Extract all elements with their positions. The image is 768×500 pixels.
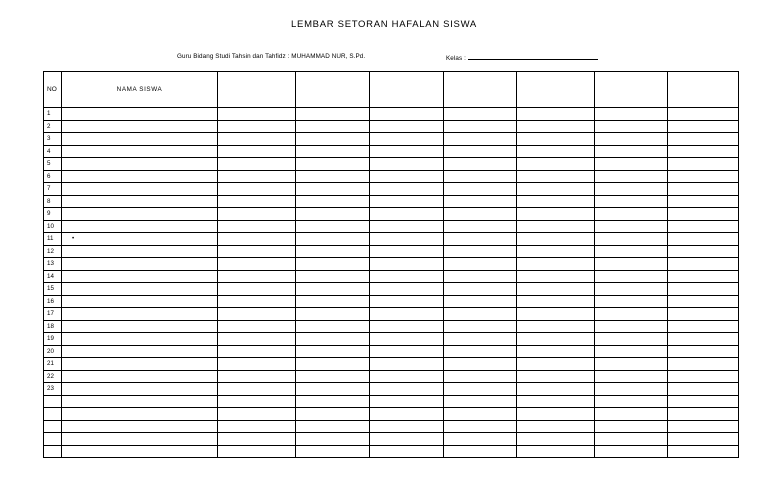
- entry-cell[interactable]: [296, 245, 370, 258]
- entry-cell[interactable]: [668, 195, 739, 208]
- entry-cell[interactable]: [218, 108, 296, 121]
- entry-cell[interactable]: [296, 295, 370, 308]
- entry-cell[interactable]: [595, 233, 668, 246]
- student-name-cell[interactable]: [62, 195, 218, 208]
- student-name-cell[interactable]: •: [62, 233, 218, 246]
- entry-cell[interactable]: [296, 408, 370, 421]
- entry-cell[interactable]: [218, 295, 296, 308]
- student-name-cell[interactable]: [62, 408, 218, 421]
- entry-cell[interactable]: [370, 370, 444, 383]
- row-number: 23: [44, 383, 62, 396]
- row-number: 18: [44, 320, 62, 333]
- table-row: [44, 395, 739, 408]
- student-name-cell[interactable]: [62, 208, 218, 221]
- entry-cell[interactable]: [444, 420, 517, 433]
- table-row: [44, 195, 739, 208]
- entry-cell[interactable]: [595, 183, 668, 196]
- entry-cell[interactable]: [668, 170, 739, 183]
- student-name-cell[interactable]: [62, 333, 218, 346]
- student-name-cell[interactable]: [62, 295, 218, 308]
- entry-cell[interactable]: [218, 345, 296, 358]
- entry-cell[interactable]: [296, 108, 370, 121]
- entry-cell[interactable]: [517, 295, 595, 308]
- entry-cell[interactable]: [517, 283, 595, 296]
- entry-cell[interactable]: [444, 445, 517, 458]
- table-row: [44, 183, 739, 196]
- entry-cell[interactable]: [218, 420, 296, 433]
- table-row: [44, 308, 739, 321]
- entry-cell[interactable]: [595, 133, 668, 146]
- entry-cell[interactable]: [296, 283, 370, 296]
- student-name-cell[interactable]: [62, 345, 218, 358]
- row-number: 14: [44, 270, 62, 283]
- student-name-cell[interactable]: [62, 220, 218, 233]
- student-name-cell[interactable]: [62, 420, 218, 433]
- entry-cell[interactable]: [370, 245, 444, 258]
- entry-cell[interactable]: [595, 433, 668, 446]
- entry-cell[interactable]: [296, 183, 370, 196]
- entry-cell[interactable]: [370, 283, 444, 296]
- entry-cell[interactable]: [370, 195, 444, 208]
- table-row: [44, 245, 739, 258]
- row-number: 7: [44, 183, 62, 196]
- student-name-cell[interactable]: [62, 383, 218, 396]
- entry-cell[interactable]: [517, 408, 595, 421]
- entry-cell[interactable]: [517, 233, 595, 246]
- entry-cell[interactable]: [517, 170, 595, 183]
- entry-cell[interactable]: [218, 383, 296, 396]
- entry-cell[interactable]: [668, 445, 739, 458]
- entry-cell[interactable]: [444, 270, 517, 283]
- entry-cell[interactable]: [296, 383, 370, 396]
- entry-cell[interactable]: [370, 233, 444, 246]
- entry-cell[interactable]: [517, 120, 595, 133]
- entry-cell[interactable]: [668, 395, 739, 408]
- entry-cell[interactable]: [370, 208, 444, 221]
- entry-cell[interactable]: [595, 208, 668, 221]
- entry-cell[interactable]: [444, 383, 517, 396]
- entry-cell[interactable]: [444, 333, 517, 346]
- entry-cell[interactable]: [595, 170, 668, 183]
- table-row: [44, 120, 739, 133]
- entry-cell[interactable]: [595, 245, 668, 258]
- entry-cell[interactable]: [668, 120, 739, 133]
- entry-cell[interactable]: [218, 333, 296, 346]
- table-header-row: [44, 72, 739, 108]
- entry-cell[interactable]: [517, 358, 595, 371]
- memorization-table: [43, 71, 739, 458]
- student-name-cell[interactable]: [62, 308, 218, 321]
- table-row: [44, 383, 739, 396]
- entry-cell[interactable]: [595, 258, 668, 271]
- table-row: [44, 145, 739, 158]
- entry-cell[interactable]: [595, 295, 668, 308]
- entry-cell[interactable]: [668, 295, 739, 308]
- entry-cell[interactable]: [517, 395, 595, 408]
- entry-cell[interactable]: [218, 195, 296, 208]
- row-number: 3: [44, 133, 62, 146]
- student-name-cell[interactable]: [62, 258, 218, 271]
- table-row: [44, 433, 739, 446]
- row-number: 6: [44, 170, 62, 183]
- entry-cell[interactable]: [595, 108, 668, 121]
- entry-cell[interactable]: [370, 295, 444, 308]
- header-blank-cell: [668, 72, 739, 108]
- entry-cell[interactable]: [218, 408, 296, 421]
- entry-cell[interactable]: [595, 358, 668, 371]
- entry-cell[interactable]: [668, 383, 739, 396]
- entry-cell[interactable]: [595, 320, 668, 333]
- student-name-cell[interactable]: [62, 270, 218, 283]
- row-number: [44, 420, 62, 433]
- entry-cell[interactable]: [218, 395, 296, 408]
- row-number: [44, 395, 62, 408]
- row-number: 13: [44, 258, 62, 271]
- entry-cell[interactable]: [517, 158, 595, 171]
- entry-cell[interactable]: [296, 120, 370, 133]
- row-number: 11: [44, 233, 62, 246]
- row-number: 5: [44, 158, 62, 171]
- row-number: 15: [44, 283, 62, 296]
- entry-cell[interactable]: [370, 133, 444, 146]
- entry-cell[interactable]: [517, 383, 595, 396]
- student-name-cell[interactable]: [62, 433, 218, 446]
- entry-cell[interactable]: [296, 420, 370, 433]
- entry-cell[interactable]: [595, 395, 668, 408]
- row-number: 12: [44, 245, 62, 258]
- student-name-cell[interactable]: [62, 245, 218, 258]
- entry-cell[interactable]: [517, 245, 595, 258]
- student-name-cell[interactable]: [62, 445, 218, 458]
- entry-cell[interactable]: [370, 433, 444, 446]
- entry-cell[interactable]: [296, 133, 370, 146]
- header-no: NO: [44, 72, 62, 108]
- entry-cell[interactable]: [595, 333, 668, 346]
- row-number: 21: [44, 358, 62, 371]
- entry-cell[interactable]: [296, 358, 370, 371]
- row-number: 16: [44, 295, 62, 308]
- row-number: 4: [44, 145, 62, 158]
- entry-cell[interactable]: [517, 270, 595, 283]
- entry-cell[interactable]: [444, 195, 517, 208]
- entry-cell[interactable]: [218, 245, 296, 258]
- row-number: [44, 408, 62, 421]
- entry-cell[interactable]: [595, 408, 668, 421]
- student-name-cell[interactable]: [62, 395, 218, 408]
- table-body: [44, 108, 739, 458]
- entry-cell[interactable]: [370, 183, 444, 196]
- header-blank-cell: [595, 72, 668, 108]
- entry-cell[interactable]: [218, 283, 296, 296]
- entry-cell[interactable]: [296, 170, 370, 183]
- table-row: [44, 445, 739, 458]
- entry-cell[interactable]: [218, 170, 296, 183]
- entry-cell[interactable]: [595, 120, 668, 133]
- entry-cell[interactable]: [296, 320, 370, 333]
- entry-cell[interactable]: [517, 445, 595, 458]
- entry-cell[interactable]: [218, 308, 296, 321]
- entry-cell[interactable]: [444, 295, 517, 308]
- entry-cell[interactable]: [296, 195, 370, 208]
- entry-cell[interactable]: [370, 258, 444, 271]
- entry-cell[interactable]: [444, 133, 517, 146]
- entry-cell[interactable]: [296, 345, 370, 358]
- header-blank-cell: [296, 72, 370, 108]
- table-row: [44, 233, 739, 246]
- entry-cell[interactable]: [296, 270, 370, 283]
- entry-cell[interactable]: [668, 308, 739, 321]
- entry-cell[interactable]: [595, 145, 668, 158]
- entry-cell[interactable]: [370, 383, 444, 396]
- table-row: [44, 420, 739, 433]
- entry-cell[interactable]: [444, 258, 517, 271]
- entry-cell[interactable]: [444, 395, 517, 408]
- entry-cell[interactable]: [370, 270, 444, 283]
- entry-cell[interactable]: [595, 195, 668, 208]
- entry-cell[interactable]: [668, 233, 739, 246]
- entry-cell[interactable]: [595, 308, 668, 321]
- entry-cell[interactable]: [517, 145, 595, 158]
- entry-cell[interactable]: [370, 320, 444, 333]
- entry-cell[interactable]: [218, 133, 296, 146]
- entry-cell[interactable]: [296, 308, 370, 321]
- entry-cell[interactable]: [444, 283, 517, 296]
- entry-cell[interactable]: [444, 345, 517, 358]
- table-row: [44, 358, 739, 371]
- student-name-cell[interactable]: [62, 108, 218, 121]
- entry-cell[interactable]: [444, 220, 517, 233]
- entry-cell[interactable]: [668, 370, 739, 383]
- header-nama-siswa: NAMA SISWA: [62, 72, 218, 108]
- entry-cell[interactable]: [595, 420, 668, 433]
- table-row: [44, 108, 739, 121]
- student-name-cell[interactable]: [62, 158, 218, 171]
- row-number: 20: [44, 345, 62, 358]
- entry-cell[interactable]: [668, 345, 739, 358]
- row-number: 9: [44, 208, 62, 221]
- entry-cell[interactable]: [517, 258, 595, 271]
- entry-cell[interactable]: [218, 258, 296, 271]
- entry-cell[interactable]: [296, 370, 370, 383]
- entry-cell[interactable]: [444, 145, 517, 158]
- entry-cell[interactable]: [370, 120, 444, 133]
- entry-cell[interactable]: [296, 233, 370, 246]
- entry-cell[interactable]: [370, 333, 444, 346]
- entry-cell[interactable]: [517, 370, 595, 383]
- entry-cell[interactable]: [218, 220, 296, 233]
- entry-cell[interactable]: [668, 108, 739, 121]
- entry-cell[interactable]: [595, 270, 668, 283]
- entry-cell[interactable]: [444, 183, 517, 196]
- entry-cell[interactable]: [517, 183, 595, 196]
- row-number: [44, 445, 62, 458]
- entry-cell[interactable]: [296, 208, 370, 221]
- row-number: 17: [44, 308, 62, 321]
- entry-cell[interactable]: [517, 220, 595, 233]
- entry-cell[interactable]: [517, 345, 595, 358]
- table-row: [44, 220, 739, 233]
- entry-cell[interactable]: [517, 320, 595, 333]
- entry-cell[interactable]: [218, 145, 296, 158]
- entry-cell[interactable]: [370, 358, 444, 371]
- entry-cell[interactable]: [668, 220, 739, 233]
- header-blank-cell: [218, 72, 296, 108]
- entry-cell[interactable]: [668, 433, 739, 446]
- table-row: [44, 320, 739, 333]
- entry-cell[interactable]: [370, 345, 444, 358]
- student-name-cell[interactable]: [62, 133, 218, 146]
- entry-cell[interactable]: [517, 108, 595, 121]
- entry-cell[interactable]: [218, 370, 296, 383]
- row-number: [44, 433, 62, 446]
- page-title: LEMBAR SETORAN HAFALAN SISWA: [291, 19, 477, 30]
- entry-cell[interactable]: [444, 433, 517, 446]
- entry-cell[interactable]: [668, 358, 739, 371]
- table-row: [44, 345, 739, 358]
- entry-cell[interactable]: [668, 245, 739, 258]
- entry-cell[interactable]: [444, 358, 517, 371]
- student-name-cell[interactable]: [62, 120, 218, 133]
- entry-cell[interactable]: [296, 158, 370, 171]
- entry-cell[interactable]: [517, 433, 595, 446]
- entry-cell[interactable]: [668, 408, 739, 421]
- table-row: [44, 295, 739, 308]
- entry-cell[interactable]: [668, 333, 739, 346]
- class-label: Kelas :: [446, 55, 466, 62]
- entry-cell[interactable]: [444, 370, 517, 383]
- student-name-cell[interactable]: [62, 170, 218, 183]
- student-name-cell[interactable]: [62, 145, 218, 158]
- entry-cell[interactable]: [218, 433, 296, 446]
- entry-cell[interactable]: [370, 170, 444, 183]
- entry-cell[interactable]: [668, 283, 739, 296]
- entry-cell[interactable]: [296, 395, 370, 408]
- entry-cell[interactable]: [218, 208, 296, 221]
- entry-cell[interactable]: [218, 358, 296, 371]
- entry-cell[interactable]: [370, 445, 444, 458]
- entry-cell[interactable]: [296, 220, 370, 233]
- entry-cell[interactable]: [218, 233, 296, 246]
- entry-cell[interactable]: [595, 445, 668, 458]
- entry-cell[interactable]: [668, 145, 739, 158]
- entry-cell[interactable]: [296, 433, 370, 446]
- entry-cell[interactable]: [370, 395, 444, 408]
- entry-cell[interactable]: [444, 108, 517, 121]
- entry-cell[interactable]: [444, 233, 517, 246]
- entry-cell[interactable]: [370, 145, 444, 158]
- student-name-cell[interactable]: [62, 358, 218, 371]
- entry-cell[interactable]: [668, 208, 739, 221]
- entry-cell[interactable]: [218, 320, 296, 333]
- entry-cell[interactable]: [595, 283, 668, 296]
- entry-cell[interactable]: [668, 158, 739, 171]
- student-name-cell[interactable]: [62, 320, 218, 333]
- entry-cell[interactable]: [444, 308, 517, 321]
- student-name-cell[interactable]: [62, 370, 218, 383]
- class-blank-line: [468, 53, 598, 60]
- entry-cell[interactable]: [370, 308, 444, 321]
- student-name-cell[interactable]: [62, 183, 218, 196]
- class-field: [446, 53, 598, 62]
- table-row: [44, 170, 739, 183]
- table-row: [44, 270, 739, 283]
- header-blank-cell: [370, 72, 444, 108]
- entry-cell[interactable]: [218, 120, 296, 133]
- row-number: 19: [44, 333, 62, 346]
- student-name-cell[interactable]: [62, 283, 218, 296]
- entry-cell[interactable]: [517, 308, 595, 321]
- table-row: [44, 283, 739, 296]
- entry-cell[interactable]: [370, 158, 444, 171]
- entry-cell[interactable]: [444, 408, 517, 421]
- entry-cell[interactable]: [370, 408, 444, 421]
- entry-cell[interactable]: [595, 158, 668, 171]
- table-row: [44, 408, 739, 421]
- entry-cell[interactable]: [668, 133, 739, 146]
- entry-cell[interactable]: [668, 183, 739, 196]
- entry-cell[interactable]: [370, 220, 444, 233]
- header-blank-cell: [444, 72, 517, 108]
- entry-cell[interactable]: [668, 258, 739, 271]
- entry-cell[interactable]: [444, 320, 517, 333]
- entry-cell[interactable]: [218, 158, 296, 171]
- row-number: 10: [44, 220, 62, 233]
- entry-cell[interactable]: [370, 108, 444, 121]
- row-number: 1: [44, 108, 62, 121]
- teacher-line: Guru Bidang Studi Tahsin dan Tahfidz : MUHAMMAD NUR, S.Pd.: [177, 53, 366, 60]
- entry-cell[interactable]: [444, 245, 517, 258]
- row-number: 8: [44, 195, 62, 208]
- table-row: [44, 208, 739, 221]
- entry-cell[interactable]: [517, 420, 595, 433]
- header-blank-cell: [517, 72, 595, 108]
- entry-cell[interactable]: [668, 420, 739, 433]
- entry-cell[interactable]: [595, 345, 668, 358]
- entry-cell[interactable]: [218, 270, 296, 283]
- entry-cell[interactable]: [218, 445, 296, 458]
- table-row: [44, 370, 739, 383]
- entry-cell[interactable]: [296, 258, 370, 271]
- row-number: 2: [44, 120, 62, 133]
- entry-cell[interactable]: [517, 333, 595, 346]
- entry-cell[interactable]: [668, 320, 739, 333]
- table-row: [44, 258, 739, 271]
- entry-cell[interactable]: [595, 370, 668, 383]
- entry-cell[interactable]: [296, 145, 370, 158]
- entry-cell[interactable]: [517, 208, 595, 221]
- entry-cell[interactable]: [595, 383, 668, 396]
- entry-cell[interactable]: [444, 158, 517, 171]
- row-number: 22: [44, 370, 62, 383]
- entry-cell[interactable]: [444, 208, 517, 221]
- table-row: [44, 133, 739, 146]
- table-row: [44, 333, 739, 346]
- entry-cell[interactable]: [296, 333, 370, 346]
- entry-cell[interactable]: [444, 170, 517, 183]
- entry-cell[interactable]: [595, 220, 668, 233]
- entry-cell[interactable]: [218, 183, 296, 196]
- entry-cell[interactable]: [517, 195, 595, 208]
- entry-cell[interactable]: [296, 445, 370, 458]
- table-row: [44, 158, 739, 171]
- entry-cell[interactable]: [444, 120, 517, 133]
- entry-cell[interactable]: [517, 133, 595, 146]
- entry-cell[interactable]: [668, 270, 739, 283]
- entry-cell[interactable]: [370, 420, 444, 433]
